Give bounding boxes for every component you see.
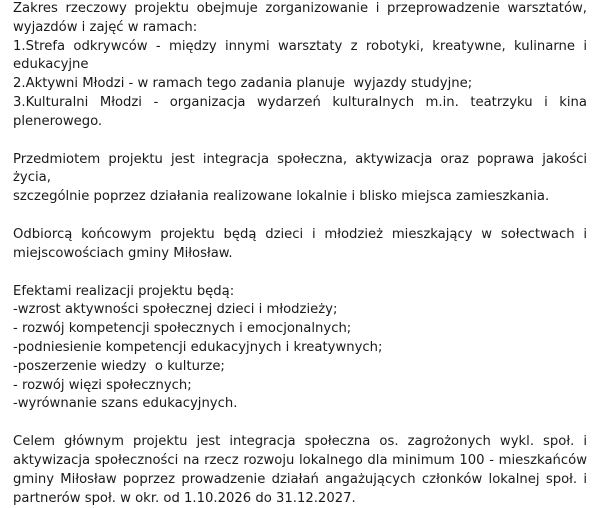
scope-paragraph	[13, 0, 587, 132]
effects-item: -wzrost aktywności społecznej dzieci i młodzieży;	[13, 302, 338, 318]
recipient-line-2: miejscowościach gminy Miłosław.	[13, 245, 233, 261]
scope-line-3: 1.Strefa odkrywców - między innymi warsztaty z robotyki, kreatywne, kulinarne i	[13, 38, 587, 54]
scope-line-5: 2.Aktywni Młodzi - w ramach tego zadania planuje wyjazdy studyjne;	[13, 76, 473, 92]
recipient-line-1: Odbiorcą końcowym projektu będą dzieci i młodzież mieszkający w sołectwach i	[13, 226, 587, 242]
subject-paragraph	[13, 151, 587, 207]
goal-paragraph	[13, 433, 587, 508]
effects-item: -podniesienie kompetencji edukacyjnych i kreatywnych;	[13, 339, 383, 355]
effects-item: -poszerzenie wiedzy o kulturze;	[13, 358, 225, 374]
scope-line-2: wyjazdów i zajęć w ramach:	[13, 19, 198, 35]
recipient-paragraph	[13, 226, 587, 264]
effects-heading: Efektami realizacji projektu będą:	[13, 283, 235, 299]
goal-line-4: partnerów społ. w okr. od 1.10.2026 do 31.12.2027.	[13, 490, 356, 506]
scope-line-7: plenerowego.	[13, 113, 103, 129]
scope-line-1: Zakres rzeczowy projektu obejmuje zorganizowanie i przeprowadzenie warsztatów,	[13, 1, 587, 16]
effects-item: - rozwój więzi społecznych;	[13, 377, 192, 393]
effects-item: - rozwój kompetencji społecznych i emocjonalnych;	[13, 321, 352, 337]
effects-item: -wyrównanie szans edukacyjnych.	[13, 396, 238, 412]
goal-line-1: Celem głównym projektu jest integracja społeczna os. zagrożonych wykl. społ. i	[13, 434, 587, 450]
goal-line-3: gminy Miłosław poprzez prowadzenie działań angażujących członków lokalnej społ. i	[13, 471, 587, 487]
scope-line-4: edukacyjne	[13, 57, 89, 73]
subject-line-2: szczególnie poprzez działania realizowane lokalnie i blisko miejsca zamieszkania.	[13, 189, 550, 205]
scope-line-6: 3.Kulturalni Młodzi - organizacja wydarzeń kulturalnych m.in. teatrzyku i kina	[13, 94, 587, 110]
subject-line-1: Przedmiotem projektu jest integracja społeczna, aktywizacja oraz poprawa jakości życia,	[13, 151, 587, 186]
goal-line-2: aktywizacja społeczności na rzecz rozwoju lokalnego dla minimum 100 - mieszkańców	[13, 452, 587, 468]
effects-paragraph	[13, 283, 587, 415]
